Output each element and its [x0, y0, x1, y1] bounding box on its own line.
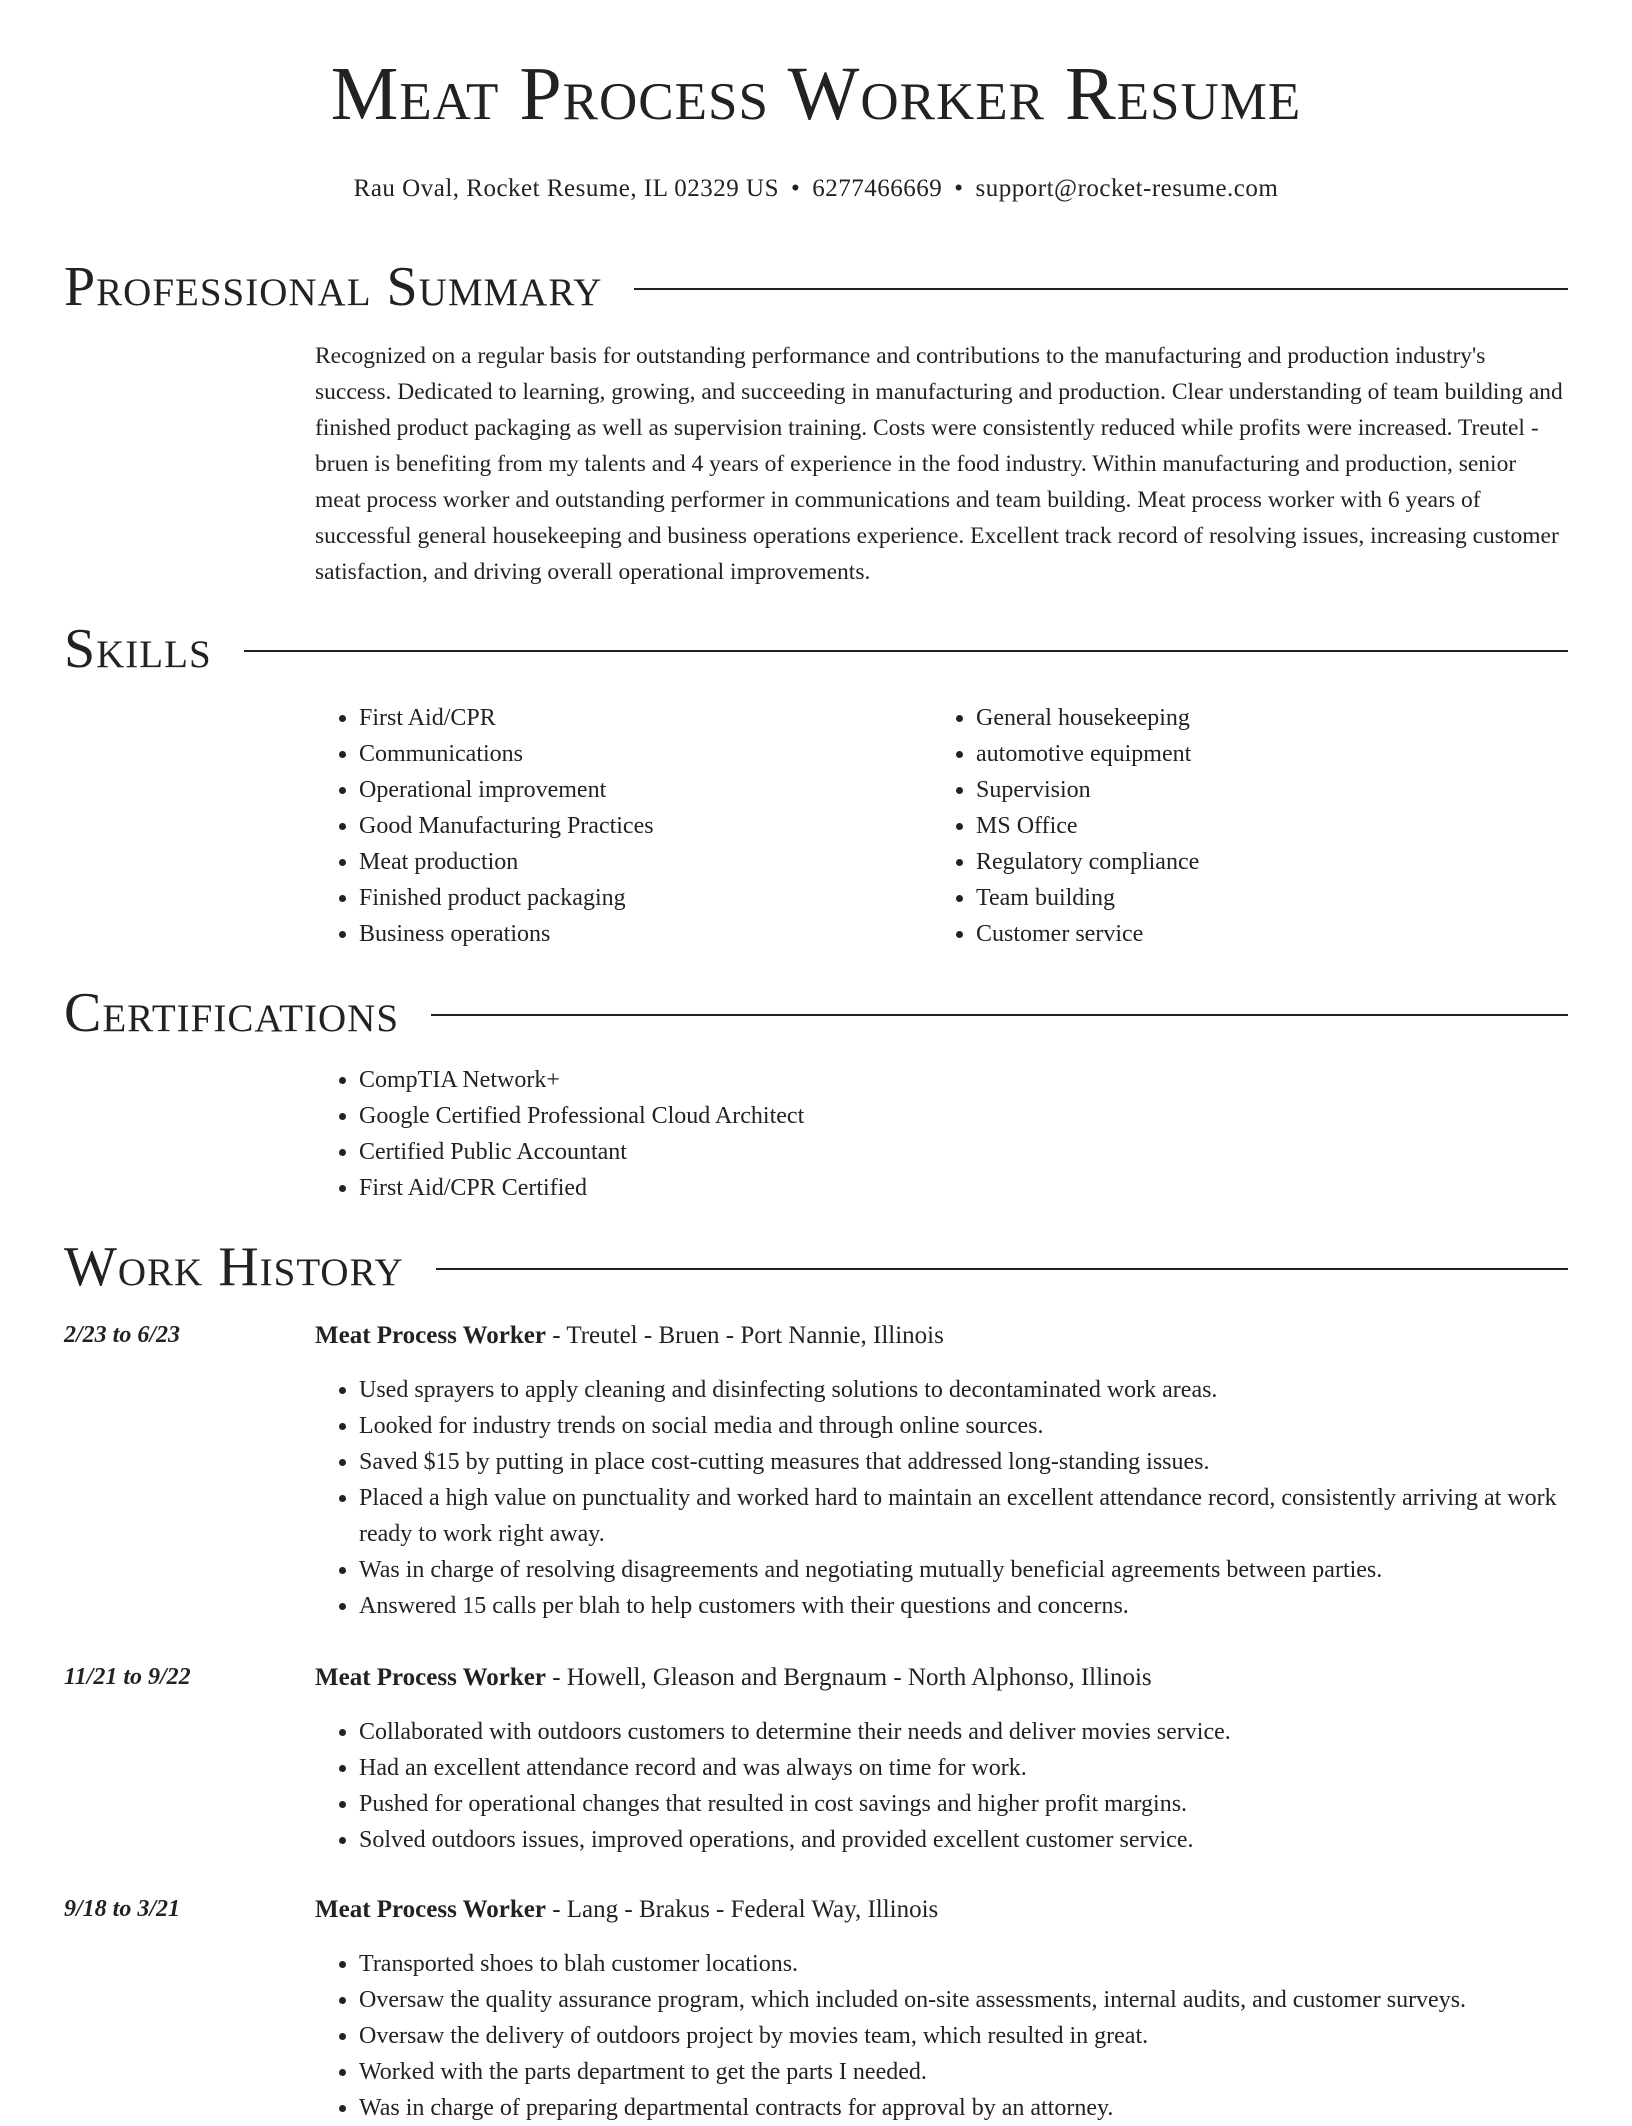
list-item: • Team building — [976, 880, 1532, 916]
summary-heading: Professional Summary — [64, 256, 603, 318]
summary-section-header — [64, 252, 1568, 322]
list-item: • Operational improvement — [359, 772, 915, 808]
list-item: • Saved $15 by putting in place cost-cutting measures that addressed long-standing issues. — [359, 1444, 1568, 1480]
skills-heading: Skills — [64, 618, 212, 680]
job-details: - Treutel - Bruen - Port Nannie, Illinois — [545, 1322, 944, 1349]
job-title: Meat Process Worker — [315, 1896, 546, 1923]
list-item: • Placed a high value on punctuality and worked hard to maintain an excellent attendance record, consistently arriving at work ready to work right away. — [359, 1480, 1568, 1552]
list-item: • Worked with the parts department to get the parts I needed. — [359, 2054, 1568, 2090]
contact-separator: • — [954, 175, 964, 202]
section-divider — [244, 650, 1568, 652]
section-divider — [634, 288, 1568, 290]
job-bullets — [315, 1946, 1568, 2126]
skills-left-column — [315, 700, 915, 952]
job-heading — [315, 1664, 1152, 1692]
job-title: Meat Process Worker — [315, 1322, 546, 1349]
certifications-section-header — [64, 978, 1568, 1048]
list-item: • General housekeeping — [976, 700, 1532, 736]
section-divider — [436, 1268, 1568, 1270]
list-item: • Good Manufacturing Practices — [359, 808, 915, 844]
contact-line — [0, 175, 1632, 203]
job-bullets — [315, 1714, 1568, 1858]
list-item: • First Aid/CPR — [359, 700, 915, 736]
list-item: • Transported shoes to blah customer locations. — [359, 1946, 1568, 1982]
list-item: • Oversaw the quality assurance program, which included on-site assessments, internal audits, and customer surveys. — [359, 1982, 1568, 2018]
job-details: - Howell, Gleason and Bergnaum - North Alphonso, Illinois — [545, 1664, 1152, 1691]
job-dates: 2/23 to 6/23 — [64, 1322, 181, 1348]
list-item: • Business operations — [359, 916, 915, 952]
job-dates: 9/18 to 3/21 — [64, 1896, 181, 1922]
list-item: • Used sprayers to apply cleaning and disinfecting solutions to decontaminated work areas. — [359, 1372, 1568, 1408]
certifications-heading: Certifications — [64, 982, 400, 1044]
work-history-section-header — [64, 1232, 1568, 1302]
work-history-heading: Work History — [64, 1236, 404, 1298]
list-item: • Communications — [359, 736, 915, 772]
list-item: • Solved outdoors issues, improved operations, and provided excellent customer service. — [359, 1822, 1568, 1858]
skills-section-header — [64, 614, 1568, 684]
list-item: • Regulatory compliance — [976, 844, 1532, 880]
list-item: • Answered 15 calls per blah to help customers with their questions and concerns. — [359, 1588, 1568, 1624]
job-title: Meat Process Worker — [315, 1664, 546, 1691]
job-bullets — [315, 1372, 1568, 1624]
list-item: • Was in charge of resolving disagreements and negotiating mutually beneficial agreements between parties. — [359, 1552, 1568, 1588]
job-dates: 11/21 to 9/22 — [64, 1664, 191, 1690]
job-details: - Lang - Brakus - Federal Way, Illinois — [545, 1896, 939, 1923]
list-item: • First Aid/CPR Certified — [359, 1170, 1215, 1206]
list-item: • Certified Public Accountant — [359, 1134, 1215, 1170]
certifications-block — [315, 1062, 1215, 1206]
skills-right-column — [932, 700, 1532, 952]
summary-text: Recognized on a regular basis for outstanding performance and contributions to the manufacturing and production industry's success. Dedicated to learning, growing, and succeeding in manufacturing and production. Clear understanding of team building and finished product packaging as well as supervision training. Costs were consistently reduced while profits were increased. Treutel - bruen is benefiting from my talents and 4 years of experience in the food industry. Within manufacturing and production, senior meat process worker and outstanding performer in communications and team building. Meat process worker with 6 years of successful general housekeeping and business operations experience. Excellent track record of resolving issues, increasing customer satisfaction, and driving overall operational improvements. — [315, 343, 1563, 585]
skills-list-left — [315, 700, 915, 952]
certifications-list — [315, 1062, 1215, 1206]
list-item: • Pushed for operational changes that resulted in cost savings and higher profit margins. — [359, 1786, 1568, 1822]
list-item: • Customer service — [976, 916, 1532, 952]
contact-email: support@rocket-resume.com — [975, 175, 1279, 202]
contact-phone: 6277466669 — [812, 175, 943, 202]
list-item: • Supervision — [976, 772, 1532, 808]
list-item: • Meat production — [359, 844, 915, 880]
list-item: • Was in charge of preparing departmental contracts for approval by an attorney. — [359, 2090, 1568, 2126]
contact-separator: • — [791, 175, 801, 202]
list-item: • Looked for industry trends on social media and through online sources. — [359, 1408, 1568, 1444]
list-item: • CompTIA Network+ — [359, 1062, 1215, 1098]
job-heading — [315, 1322, 944, 1350]
list-item: • Had an excellent attendance record and was always on time for work. — [359, 1750, 1568, 1786]
contact-address: Rau Oval, Rocket Resume, IL 02329 US — [353, 175, 780, 202]
list-item: • Collaborated with outdoors customers to determine their needs and deliver movies service. — [359, 1714, 1568, 1750]
section-divider — [431, 1014, 1568, 1016]
list-item: • MS Office — [976, 808, 1532, 844]
list-item: • Google Certified Professional Cloud Architect — [359, 1098, 1215, 1134]
list-item: • automotive equipment — [976, 736, 1532, 772]
job-heading — [315, 1896, 938, 1924]
resume-title: Meat Process Worker Resume — [330, 52, 1302, 136]
skills-list-right — [932, 700, 1532, 952]
list-item: • Oversaw the delivery of outdoors project by movies team, which resulted in great. — [359, 2018, 1568, 2054]
list-item: • Finished product packaging — [359, 880, 915, 916]
